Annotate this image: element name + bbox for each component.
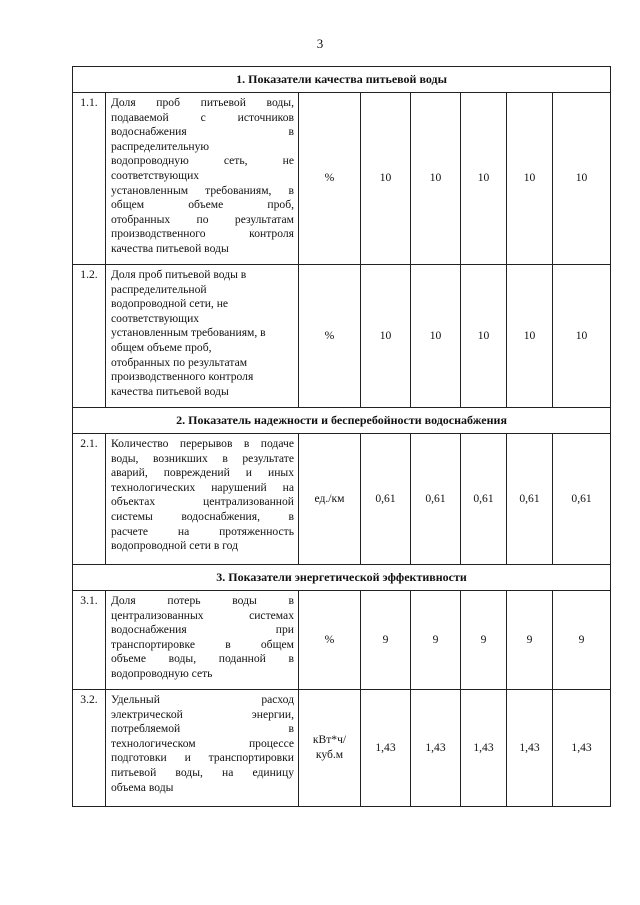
value-cell: 10	[507, 265, 553, 408]
section-title: 1. Показатели качества питьевой воды	[73, 67, 611, 93]
description-line: установленным требованиям, в	[111, 326, 266, 340]
section-header-row	[73, 408, 611, 434]
description-line: качества питьевой воды	[111, 384, 229, 398]
unit-cell: %	[299, 93, 361, 265]
description-line: питьевой воды, на единицу	[111, 765, 294, 779]
description-line: подготовки и транспортировки	[111, 751, 294, 765]
table-row	[73, 265, 611, 408]
row-description	[106, 591, 299, 690]
value-cell: 0,61	[411, 434, 461, 565]
description-line: объеме воды, поданной в	[111, 652, 294, 666]
description-line: водоснабжения при	[111, 623, 294, 637]
description-line: подаваемой с источников	[111, 110, 294, 124]
indicators-table	[72, 66, 611, 807]
value-cell: 10	[461, 265, 507, 408]
row-description	[106, 434, 299, 565]
description-line: централизованных системах	[111, 608, 294, 622]
description-line: общем объеме проб,	[111, 198, 294, 212]
description-line: объектах централизованной	[111, 495, 294, 509]
value-cell: 10	[411, 93, 461, 265]
value-cell: 9	[507, 591, 553, 690]
row-number: 3.2.	[73, 690, 106, 807]
description-line: водоснабжения в	[111, 125, 294, 139]
description-line: потребляемой в	[111, 722, 294, 736]
value-cell: 1,43	[361, 690, 411, 807]
section-header-row	[73, 565, 611, 591]
table-row	[73, 93, 611, 265]
value-cell: 1,43	[553, 690, 611, 807]
description-line: Доля проб питьевой воды в	[111, 268, 247, 281]
description-line: электрической энергии,	[111, 707, 294, 721]
page-number: 3	[316, 36, 324, 51]
description-line: водопроводной сети в год	[111, 539, 239, 553]
description-line: Доля проб питьевой воды,	[111, 96, 294, 109]
value-cell: 1,43	[461, 690, 507, 807]
description-line: технологических нарушений на	[111, 480, 294, 494]
value-cell: 10	[411, 265, 461, 408]
table-row	[73, 591, 611, 690]
row-number: 1.2.	[73, 265, 106, 408]
description-line: распределительную	[111, 139, 210, 153]
description-line: технологическом процессе	[111, 736, 294, 750]
unit-cell: %	[299, 265, 361, 408]
value-cell: 10	[507, 93, 553, 265]
value-cell: 9	[361, 591, 411, 690]
description-line: расчете на протяженность	[111, 524, 294, 538]
value-cell: 0,61	[553, 434, 611, 565]
table-row	[73, 434, 611, 565]
table-row	[73, 690, 611, 807]
unit-cell: %	[299, 591, 361, 690]
description-line: Количество перерывов в подаче	[111, 437, 294, 450]
value-cell: 1,43	[411, 690, 461, 807]
description-line: водопроводной сети, не	[111, 297, 229, 311]
unit-cell	[299, 690, 361, 807]
description-line: отобранных по результатам	[111, 355, 248, 369]
description-line: производственного контроля	[111, 227, 294, 241]
description-line: Удельный расход	[111, 693, 294, 706]
value-cell: 10	[461, 93, 507, 265]
description-line: установленным требованиям, в	[111, 183, 294, 197]
value-cell: 1,43	[507, 690, 553, 807]
description-line: воды, возникших в результате	[111, 451, 294, 465]
row-number: 1.1.	[73, 93, 106, 265]
description-line: соответствующих	[111, 168, 200, 182]
description-line: водопроводную сеть, не	[111, 154, 294, 168]
value-cell: 10	[553, 265, 611, 408]
description-line: распределительной	[111, 282, 207, 296]
value-cell: 9	[411, 591, 461, 690]
unit-cell: ед./км	[299, 434, 361, 565]
description-line: объема воды	[111, 780, 174, 794]
unit-line: кВт*ч/	[312, 733, 347, 747]
value-cell: 0,61	[461, 434, 507, 565]
row-description	[106, 690, 299, 807]
value-cell: 10	[553, 93, 611, 265]
description-line: общем объеме проб,	[111, 340, 212, 354]
description-line: аварий, повреждений и иных	[111, 466, 294, 480]
description-line: отобранных по результатам	[111, 212, 294, 226]
description-line: качества питьевой воды	[111, 241, 229, 255]
description-line: водопроводную сеть	[111, 666, 213, 680]
description-line: производственного контроля	[111, 370, 254, 384]
row-description	[106, 265, 299, 408]
row-number: 3.1.	[73, 591, 106, 690]
value-cell: 10	[361, 265, 411, 408]
value-cell: 10	[361, 93, 411, 265]
section-title: 3. Показатели энергетической эффективности	[73, 565, 611, 591]
description-line: системы водоснабжения, в	[111, 509, 294, 523]
section-header-row	[73, 67, 611, 93]
section-title: 2. Показатель надежности и бесперебойности водоснабжения	[73, 408, 611, 434]
value-cell: 0,61	[361, 434, 411, 565]
value-cell: 9	[553, 591, 611, 690]
description-line: соответствующих	[111, 311, 200, 325]
value-cell: 9	[461, 591, 507, 690]
description-line: транспортировке в общем	[111, 637, 294, 651]
value-cell: 0,61	[507, 434, 553, 565]
description-line: Доля потерь воды в	[111, 594, 294, 607]
unit-line: куб.м	[315, 748, 344, 761]
row-number: 2.1.	[73, 434, 106, 565]
row-description	[106, 93, 299, 265]
